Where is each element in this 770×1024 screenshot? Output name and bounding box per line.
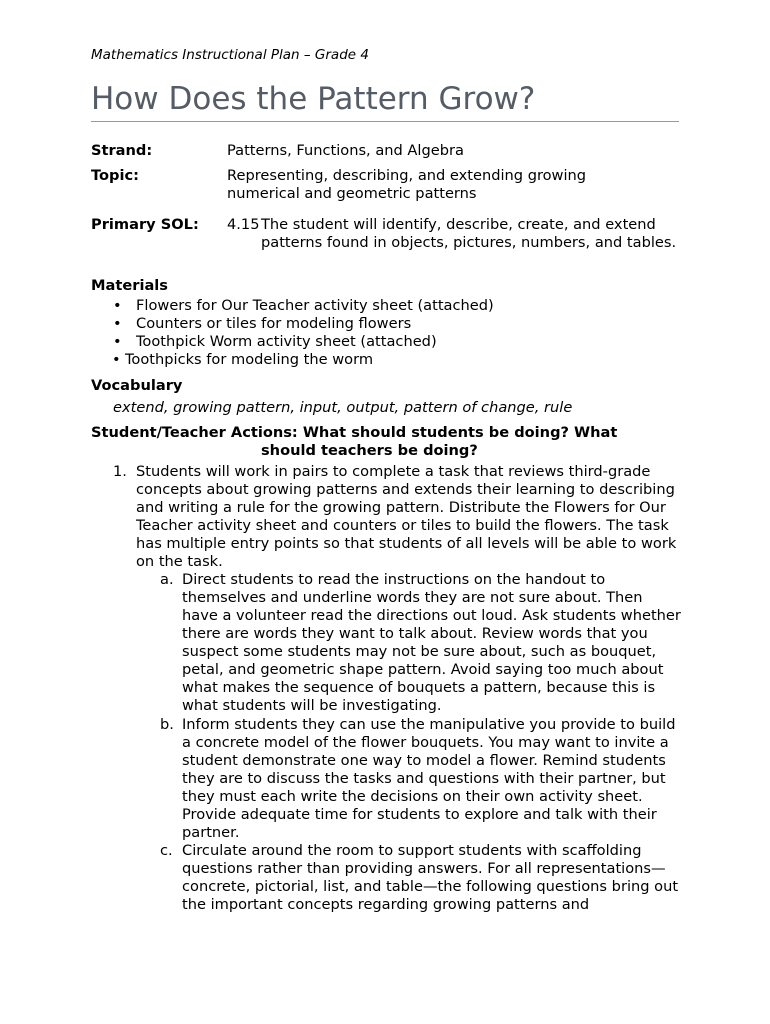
topic-value: Representing, describing, and extending growing numerical and geometric patterns: [227, 167, 587, 202]
topic-label: Topic:: [91, 167, 139, 184]
title-divider: [91, 121, 679, 122]
document-header: Mathematics Instructional Plan – Grade 4: [91, 47, 369, 63]
vocabulary-heading: Vocabulary: [91, 377, 183, 394]
strand-value: Patterns, Functions, and Algebra: [227, 142, 464, 159]
bullet-icon: •: [112, 351, 121, 368]
step-number: 1.: [113, 463, 127, 480]
vocabulary-terms: extend, growing pattern, input, output, pattern of change, rule: [113, 399, 573, 416]
materials-heading: Materials: [91, 277, 168, 294]
primary-sol-label: Primary SOL:: [91, 216, 199, 233]
bullet-icon: •: [113, 333, 122, 350]
actions-heading: Student/Teacher Actions: What should students be doing? What should teachers be doing?: [91, 424, 618, 459]
page-title: How Does the Pattern Grow?: [91, 81, 536, 117]
primary-sol-text: The student will identify, describe, create, and extend patterns found in objects, pictures, numbers, and tables.: [261, 216, 677, 251]
bullet-icon: •: [113, 315, 122, 332]
step-1-text: Students will work in pairs to complete a task that reviews third-grade concepts about growing patterns and extends their learning to describing and writing a rule for the growing pattern. Distribute the Flowers for Our Teacher activity sheet and counters or tiles to build the flowers. The task has multiple entry points so that students of all levels will be able to work on the task.: [136, 463, 677, 570]
bullet-icon: •: [113, 297, 122, 314]
primary-sol-number: 4.15: [227, 216, 260, 233]
strand-label: Strand:: [91, 142, 153, 159]
